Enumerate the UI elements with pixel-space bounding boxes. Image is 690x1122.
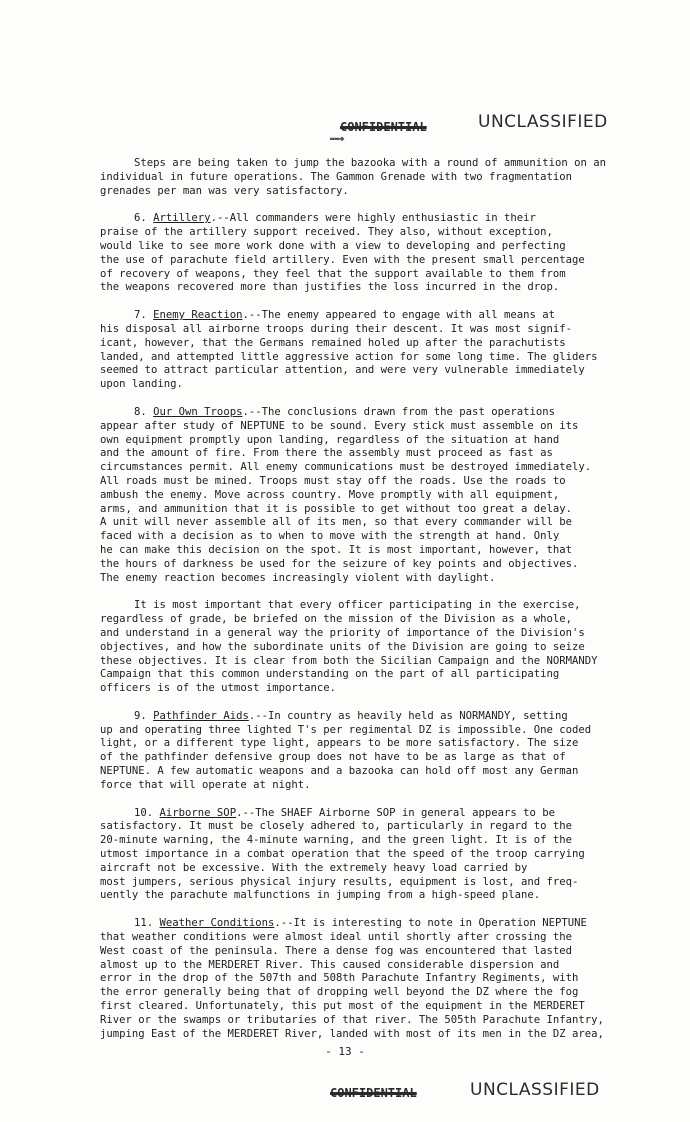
- text-line: [100, 876, 630, 890]
- struck-classification-marking: CONFIDENTIAL: [340, 120, 427, 134]
- text-line: [100, 779, 630, 793]
- line-text: .--In country as heavily held as NORMANDY, setting: [248, 709, 568, 722]
- text-line: [100, 1000, 630, 1014]
- paragraph: [100, 917, 630, 1041]
- line-text: It is most important that every officer participating in the exercise,: [134, 599, 581, 612]
- text-line: [100, 226, 630, 240]
- paragraph-heading: Artillery: [153, 212, 211, 225]
- line-text: .--All commanders were highly enthusiastic in their: [210, 212, 536, 225]
- text-line: [100, 489, 630, 503]
- text-line: [100, 945, 630, 959]
- line-text: would like to see more work done with a view to developing and perfecting: [100, 239, 566, 252]
- paragraph-number: 7.: [134, 309, 147, 322]
- line-text: individual in future operations. The Gammon Grenade with two fragmentation: [100, 170, 572, 183]
- text-line: [100, 185, 630, 199]
- text-line: [100, 613, 630, 627]
- line-text: NEPTUNE. A few automatic weapons and a bazooka can hold off most any German: [100, 765, 579, 778]
- text-line: [100, 281, 630, 295]
- line-text: officers is of the utmost importance.: [100, 682, 336, 695]
- line-text: arms, and ammunition that it is possible to get without too great a delay.: [100, 502, 572, 515]
- text-line: [100, 959, 630, 973]
- line-text: and understand in a general way the priority of importance of the Division's: [100, 626, 585, 639]
- line-text: almost up to the MERDERET River. This caused considerable dispersion and: [100, 958, 560, 971]
- text-line: [100, 157, 630, 171]
- text-line: [100, 1028, 630, 1042]
- text-line: [100, 599, 630, 613]
- line-text: error in the drop of the 507th and 508th Parachute Infantry Regiments, with: [100, 972, 579, 985]
- text-line: [100, 544, 630, 558]
- text-line: [100, 240, 630, 254]
- paragraph-number: 6.: [134, 212, 147, 225]
- text-line: [100, 351, 630, 365]
- text-line: [100, 254, 630, 268]
- paragraph-number: 9.: [134, 709, 147, 722]
- text-line: [100, 309, 630, 323]
- text-line: [100, 558, 630, 572]
- line-text: the error generally being that of dropping well beyond the DZ where the fog: [100, 986, 579, 999]
- line-text: Steps are being taken to jump the bazooka with a round of ammunition on an: [134, 157, 606, 169]
- paragraph: [100, 807, 630, 904]
- text-line: [100, 627, 630, 641]
- text-line: [100, 516, 630, 530]
- line-text: the hours of darkness be used for the seizure of key points and objectives.: [100, 557, 579, 570]
- line-text: own equipment promptly upon landing, regardless of the situation at hand: [100, 433, 560, 446]
- paragraph-heading: Airborne SOP: [159, 806, 237, 819]
- page-footer: [330, 1080, 630, 1110]
- line-text: appear after study of NEPTUNE to be sound. Every stick must assemble on its: [100, 419, 579, 432]
- text-line: [100, 641, 630, 655]
- line-text: force that will operate at night.: [100, 778, 311, 791]
- line-text: ambush the enemy. Move across country. Move promptly with all equipment,: [100, 488, 560, 501]
- ink-smudge: ▬▬◆: [330, 134, 345, 143]
- struck-classification-marking: CONFIDENTIAL: [330, 1086, 417, 1100]
- line-text: satisfactory. It must be closely adhered to, particularly in regard to the: [100, 820, 572, 833]
- line-text: The enemy reaction becomes increasingly violent with daylight.: [100, 571, 496, 584]
- line-text: praise of the artillery support received. They also, without exception,: [100, 226, 553, 239]
- line-text: River or the swamps or tributaries of that river. The 505th Parachute Infantry,: [100, 1013, 604, 1026]
- line-text: 20-minute warning, the 4-minute warning, and the green light. It is of the: [100, 834, 572, 847]
- line-text: faced with a decision as to when to move with the strength at hand. Only: [100, 530, 560, 543]
- text-line: [100, 972, 630, 986]
- paragraph: [100, 212, 630, 295]
- text-line: [100, 862, 630, 876]
- line-text: up and operating three lighted T's per regimental DZ is impossible. One coded: [100, 723, 592, 736]
- text-line: [100, 420, 630, 434]
- text-line: [100, 737, 630, 751]
- text-line: [100, 931, 630, 945]
- classification-stamp: UNCLASSIFIED: [470, 1080, 600, 1100]
- line-text: .--The conclusions drawn from the past operations: [242, 405, 555, 418]
- text-line: [100, 323, 630, 337]
- text-line: [100, 406, 630, 420]
- page-header: [340, 112, 640, 142]
- paragraph-heading: Weather Conditions: [159, 917, 275, 930]
- text-line: [100, 820, 630, 834]
- text-line: [100, 475, 630, 489]
- page-number: - 13 -: [325, 1045, 365, 1058]
- paragraph: [100, 710, 630, 793]
- text-line: [100, 834, 630, 848]
- line-text: and the amount of fire. From there the assembly must proceed as fast as: [100, 447, 553, 460]
- paragraph: [100, 157, 630, 198]
- line-text: his disposal all airborne troops during their descent. It was most signif-: [100, 322, 572, 335]
- text-line: [100, 171, 630, 185]
- text-line: [100, 572, 630, 586]
- line-text: landed, and attempted little aggressive action for some long time. The gliders: [100, 350, 598, 363]
- text-line: [100, 378, 630, 392]
- line-text: jumping East of the MERDERET River, landed with most of its men in the DZ area,: [100, 1027, 604, 1040]
- line-text: A unit will never assemble all of its men, so that every commander will be: [100, 516, 572, 529]
- line-text: these objectives. It is clear from both the Sicilian Campaign and the NORMANDY: [100, 654, 598, 667]
- line-text: .--It is interesting to note in Operation NEPTUNE: [274, 917, 587, 930]
- paragraph-number: 11.: [134, 917, 154, 930]
- paragraph-heading: Pathfinder Aids: [153, 709, 249, 722]
- text-line: [100, 682, 630, 696]
- classification-stamp: UNCLASSIFIED: [478, 112, 608, 132]
- paragraph-heading: Enemy Reaction: [153, 309, 243, 322]
- text-line: [100, 751, 630, 765]
- line-text: that weather conditions were almost ideal until shortly after crossing the: [100, 931, 572, 944]
- document-body: [100, 157, 630, 1055]
- text-line: [100, 724, 630, 738]
- line-text: .--The enemy appeared to engage with all means at: [242, 309, 555, 322]
- text-line: [100, 807, 630, 821]
- line-text: All roads must be mined. Troops must stay off the roads. Use the roads to: [100, 474, 566, 487]
- line-text: first cleared. Unfortunately, this put most of the equipment in the MERDERET: [100, 1000, 585, 1013]
- text-line: [100, 212, 630, 226]
- line-text: aircraft not be excessive. With the extremely heavy load carried by: [100, 861, 528, 874]
- line-text: icant, however, that the Germans remained holed up after the parachutists: [100, 336, 566, 349]
- line-text: objectives, and how the subordinate units of the Division are going to seize: [100, 640, 585, 653]
- line-text: .--The SHAEF Airborne SOP in general appears to be: [236, 806, 555, 819]
- text-line: [100, 530, 630, 544]
- line-text: Campaign that this common understanding on the part of all participating: [100, 668, 560, 681]
- line-text: utmost importance in a combat operation that the speed of the troop carrying: [100, 848, 585, 861]
- text-line: [100, 889, 630, 903]
- text-line: [100, 447, 630, 461]
- text-line: [100, 461, 630, 475]
- line-text: circumstances permit. All enemy communications must be destroyed immediately.: [100, 461, 592, 474]
- paragraph: [100, 599, 630, 696]
- paragraph-number: 8.: [134, 405, 147, 418]
- text-line: [100, 668, 630, 682]
- line-text: uently the parachute malfunctions in jumping from a high-speed plane.: [100, 889, 541, 902]
- text-line: [100, 765, 630, 779]
- text-line: [100, 1014, 630, 1028]
- text-line: [100, 434, 630, 448]
- line-text: most jumpers, serious physical injury results, equipment is lost, and freq-: [100, 875, 579, 888]
- line-text: the use of parachute field artillery. Even with the present small percentage: [100, 253, 585, 266]
- text-line: [100, 364, 630, 378]
- line-text: he can make this decision on the spot. It is most important, however, that: [100, 543, 572, 556]
- line-text: of the pathfinder defensive group does not have to be as large as that of: [100, 751, 566, 764]
- line-text: seemed to attract particular attention, and were very vulnerable immediately: [100, 364, 585, 377]
- text-line: [100, 710, 630, 724]
- paragraph-number: 10.: [134, 806, 154, 819]
- text-line: [100, 337, 630, 351]
- line-text: West coast of the peninsula. There a dense fog was encountered that lasted: [100, 944, 572, 957]
- text-line: [100, 986, 630, 1000]
- line-text: of recovery of weapons, they feel that the support available to them from: [100, 267, 566, 280]
- paragraph: [100, 406, 630, 585]
- text-line: [100, 268, 630, 282]
- line-text: regardless of grade, be briefed on the mission of the Division as a whole,: [100, 613, 572, 626]
- text-line: [100, 503, 630, 517]
- paragraph: [100, 309, 630, 392]
- line-text: the weapons recovered more than justifies the loss incurred in the drop.: [100, 281, 560, 294]
- line-text: upon landing.: [100, 378, 183, 391]
- text-line: [100, 655, 630, 669]
- line-text: light, or a different type light, appears to be more satisfactory. The size: [100, 737, 579, 750]
- text-line: [100, 848, 630, 862]
- line-text: grenades per man was very satisfactory.: [100, 184, 349, 197]
- text-line: [100, 917, 630, 931]
- paragraph-heading: Our Own Troops: [153, 405, 243, 418]
